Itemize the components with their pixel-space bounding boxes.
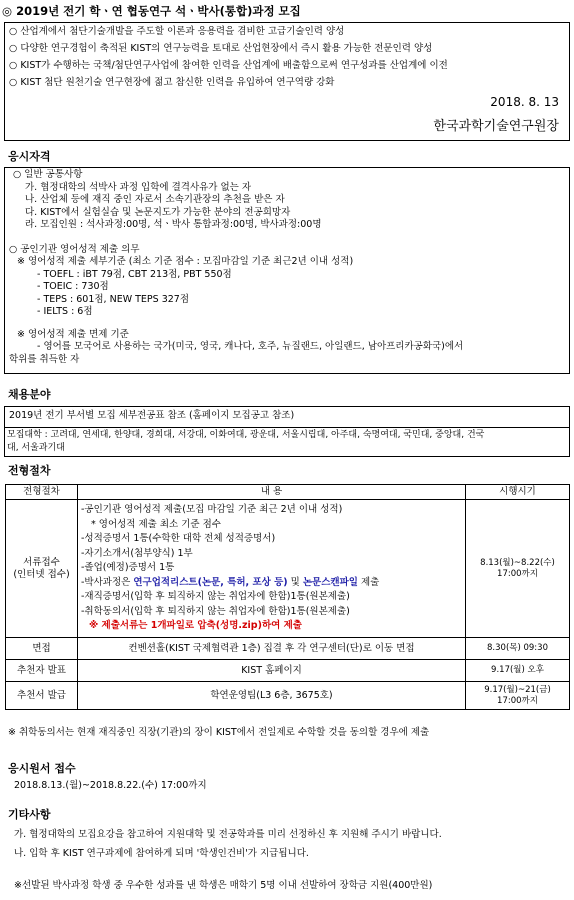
title-bullet-icon: ◎ (2, 4, 13, 18)
stage-label: 서류접수 (23, 556, 60, 568)
intro-item: ○ KIST 첨단 원천기술 연구현장에 젊고 참신한 인력을 유입하여 연구역량 강화 (9, 77, 335, 88)
doc-item: -성적증명서 1통(수학한 대학 전체 성적증명서) (81, 533, 276, 545)
doc-item: -재직증명서(입학 후 퇴직하지 않는 취업자에 한함)1통(원본제출) (81, 591, 350, 603)
col-header: 시행시기 (466, 485, 570, 500)
date-cell (466, 500, 570, 638)
intro-date: 2018. 8. 13 (490, 95, 559, 109)
eligibility-line: ○ 일반 공통사항 (13, 169, 83, 180)
doc-item: -졸업(예정)증명서 1통 (81, 562, 175, 574)
col-header: 전형절차 (6, 485, 78, 500)
date-cell (466, 682, 570, 710)
col-header: 내 용 (78, 485, 466, 500)
eligibility-list (9, 168, 463, 367)
doc-note: ※ 제출서류는 1개파일로 압축(성명.zip)하여 제출 (89, 620, 302, 632)
table-row (6, 682, 570, 710)
stage-cell: 면접 (6, 638, 78, 660)
eligibility-spacer (9, 233, 463, 243)
table-header-row (6, 485, 570, 500)
intro-box (4, 22, 570, 141)
eligibility-line: ※ 영어성적 제출 면제 기준 (17, 328, 129, 340)
stage-label: (인터넷 접수) (13, 568, 70, 580)
fields-box (4, 406, 570, 457)
date-cell: 8.30(목) 09:30 (466, 638, 570, 660)
time-text: 17:00까지 (497, 568, 538, 579)
stage-cell (6, 500, 78, 638)
eligibility-line: 나. 산업체 등에 재직 중인 자로서 소속기관장의 추천을 받은 자 (25, 194, 285, 205)
eligibility-line: - TOEFL : iBT 79점, CBT 213점, PBT 550점 (37, 268, 232, 280)
date-text: 8.13(월)~8.22(수) (480, 557, 555, 568)
eligibility-line: ○ 공인기관 영어성적 제출 의무 (9, 243, 140, 255)
intro-item: ○ KIST가 수행하는 국책/첨단연구사업에 참여한 인력을 산업계에 배출함으로써 연구성과를 산업계에 이전 (9, 60, 448, 71)
fields-row1: 2019년 전기 부서별 모집 세부전공표 참조 (홈페이지 모집공고 참조) (9, 410, 295, 421)
doc-item: -공인기관 영어성적 제출(모집 마감일 기준 최근 2년 이내 성적) (81, 504, 343, 516)
eligibility-line: - TEPS : 601점, NEW TEPS 327점 (37, 293, 190, 305)
title-text: 2019년 전기 학ㆍ연 협동연구 석ㆍ박사(통합)과정 모집 (16, 4, 301, 18)
stage-cell: 추천서 발급 (6, 682, 78, 710)
eligibility-line: 학위를 취득한 자 (9, 353, 80, 365)
table-row (6, 660, 570, 682)
eligibility-box (4, 167, 570, 374)
eligibility-line: - 영어를 모국어로 사용하는 국가(미국, 영국, 캐나다, 호주, 뉴질랜드, 아일랜드, 남아프리카공화국)에서 (37, 341, 464, 352)
application-heading: 응시원서 접수 (8, 762, 76, 775)
procedure-table (5, 484, 570, 710)
application-period: 2018.8.13.(월)~2018.8.22.(수) 17:00까지 (14, 780, 207, 791)
intro-org: 한국과학기술연구원장 (433, 119, 559, 134)
doc-item: * 영어성적 제출 최소 기준 점수 (91, 518, 221, 530)
fields-row2a: 모집대학 : 고려대, 연세대, 한양대, 경희대, 서강대, 이화여대, 광운대, 서울시립대, 아주대, 숙명여대, 국민대, 중앙대, 건국 (7, 430, 485, 440)
doc-item: -자기소개서(첨부양식) 1부 (81, 547, 193, 559)
other-heading: 기타사항 (8, 808, 51, 821)
date-text: 9.17(월)~21(금) (484, 684, 551, 695)
doc-item-phd: -박사과정은 연구업적리스트(논문, 특허, 포상 등) 및 논문스캔파일 제출 (81, 576, 380, 588)
doc-item: -취학동의서(입학 후 퇴직하지 않는 취업자에 한함)1통(원본제출) (81, 605, 350, 617)
time-text: 17:00까지 (497, 695, 538, 706)
intro-item: ○ 다양한 연구경험이 축적된 KIST의 연구능력을 토대로 산업현장에서 즉시 활용 가능한 전문인력 양성 (9, 43, 433, 54)
stage-cell: 추천자 발표 (6, 660, 78, 682)
eligibility-line: 다. KIST에서 실험실습 및 논문지도가 가능한 분야의 전공희망자 (25, 206, 291, 218)
eligibility-line: 가. 협정대학의 석박사 과정 입학에 결격사유가 없는 자 (25, 181, 252, 193)
fields-heading: 채용분야 (8, 388, 51, 401)
content-cell: 학연운영팀(L3 6층, 3675호) (78, 682, 466, 710)
content-cell (78, 500, 466, 638)
content-cell: KIST 홈페이지 (78, 660, 466, 682)
eligibility-heading: 응시자격 (8, 150, 51, 163)
fields-divider (5, 427, 569, 428)
table-row (6, 500, 570, 638)
consent-note: ※ 취학동의서는 현재 재직중인 직장(기관)의 장이 KIST에서 전일제로 수학할 것을 동의할 경우에 제출 (8, 727, 430, 738)
content-cell: 컨벤션홀(KIST 국제협력관 1층) 집결 후 각 연구센터(단)로 이동 면접 (78, 638, 466, 660)
fields-row2b: 대, 서울과기대 (7, 443, 65, 453)
date-cell: 9.17(월) 오후 (466, 660, 570, 682)
eligibility-line: - IELTS : 6점 (37, 306, 93, 317)
intro-item: ○ 산업계에서 첨단기술개발을 주도할 이론과 응용력을 겸비한 고급기술인력 양성 (9, 26, 345, 37)
eligibility-line: 라. 모집인원 : 석사과정:00명, 석ㆍ박사 통합과정:00명, 박사과정:00명 (25, 219, 322, 230)
table-row (6, 638, 570, 660)
eligibility-spacer (9, 320, 463, 328)
procedure-heading: 전형절차 (8, 464, 51, 477)
page-title (2, 4, 301, 18)
other-line: 나. 입학 후 KIST 연구과제에 참여하게 되며 '학생인건비'가 지급됩니다. (14, 848, 309, 859)
doc-list (81, 503, 462, 634)
scholarship-note: ※선발된 박사과정 학생 중 우수한 성과를 낸 학생은 매학기 5명 이내 선발하여 장학금 지원(400만원) (14, 880, 433, 891)
eligibility-line: ※ 영어성적 제출 세부기준 (최소 기준 점수 : 모집마감일 기준 최근2년 이내 성적) (17, 256, 354, 267)
eligibility-line: - TOEIC : 730점 (37, 281, 109, 292)
other-line: 가. 협정대학의 모집요강을 참고하여 지원대학 및 전공학과를 미리 선정하신 후 지원해 주시기 바랍니다. (14, 829, 442, 840)
